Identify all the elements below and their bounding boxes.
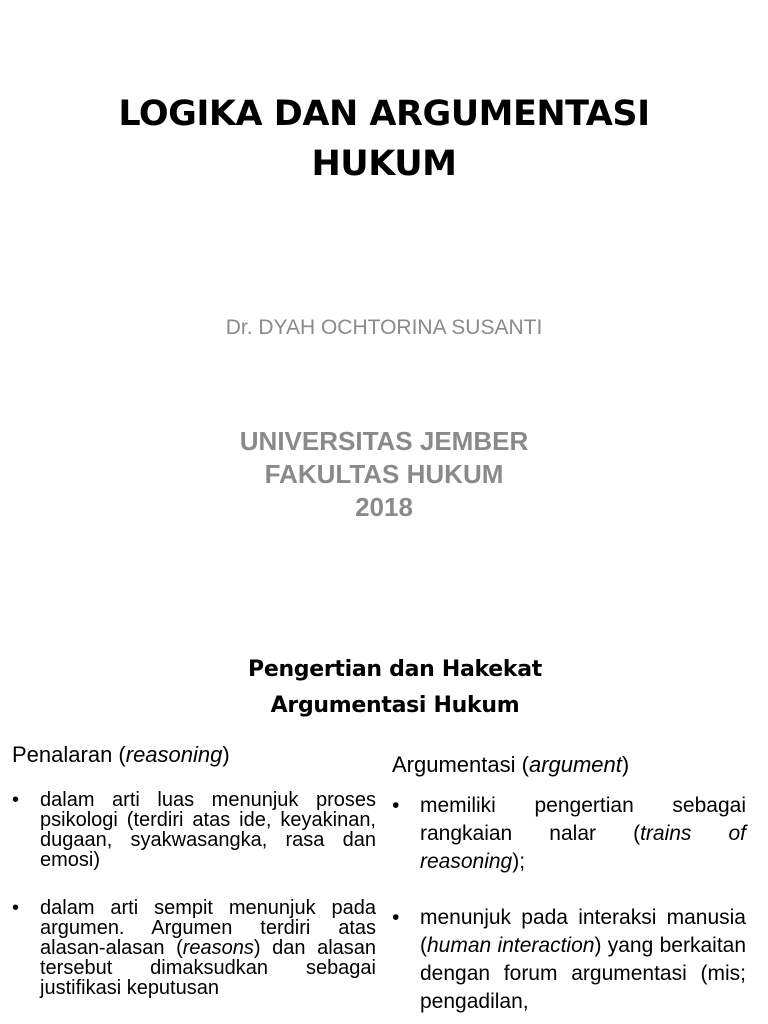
heading-term: argument [528, 752, 622, 777]
list-item-term: human interaction [427, 934, 595, 957]
author-name: Dr. DYAH OCHTORINA SUSANTI [225, 316, 543, 339]
list-item-text-end: ) dan alasan tersebut dimaksudkan sebagai justifikasi keputusan [40, 937, 377, 999]
list-item-text-end: ); [512, 850, 526, 873]
list-item-term: reasons [182, 937, 254, 959]
faculty-name: FAKULTAS HUKUM [264, 459, 504, 489]
slide-title [0, 652, 768, 724]
bullet-icon: • [12, 897, 20, 919]
title-line-2: HUKUM [311, 144, 457, 185]
list-item-text: dalam arti sempit menunjuk pada argumen. Argumen terdiri atas alasan-alasan ( [40, 897, 376, 959]
title-line-1: Pengertian dan Hakekat [248, 657, 542, 683]
list-item [12, 898, 376, 998]
column-heading [392, 750, 746, 780]
title-line-2: Argumentasi Hukum [270, 693, 520, 719]
list-item-text: dalam arti luas menunjuk proses psikologi (terdiri atas ide, keyakinan, dugaan, syakwasangka, rasa dan emosi) [40, 789, 376, 871]
content-slide [0, 600, 768, 1024]
list-item [392, 904, 746, 1016]
bullet-icon: • [392, 906, 400, 929]
heading-text: Penalaran ( [12, 742, 126, 767]
list-item-text: menunjuk pada interaksi manusia ( [420, 906, 746, 957]
university-name: UNIVERSITAS JEMBER [239, 426, 529, 456]
list-item-text-end: ) yang berkaitan dengan forum argumentasi (mis; pengadilan, [420, 934, 747, 1013]
bullet-icon: • [12, 789, 20, 811]
title-line-1: LOGIKA DAN ARGUMENTASI [118, 94, 650, 135]
list-item [392, 792, 746, 876]
list-item [12, 790, 376, 870]
heading-close: ) [621, 752, 630, 777]
bullet-icon: • [392, 794, 400, 817]
heading-text: Argumentasi ( [392, 752, 529, 777]
list-item-text: memiliki pengertian sebagai rangkaian nalar ( [420, 794, 746, 845]
year: 2018 [355, 492, 413, 522]
slide-title [0, 89, 768, 189]
institution-block [0, 425, 768, 524]
argument-column [392, 750, 746, 1024]
reasoning-column [12, 740, 376, 1024]
list-item-term: trains of reasoning [420, 822, 746, 873]
heading-term: reasoning [125, 742, 223, 767]
heading-close: ) [222, 742, 230, 767]
column-heading [12, 740, 376, 770]
